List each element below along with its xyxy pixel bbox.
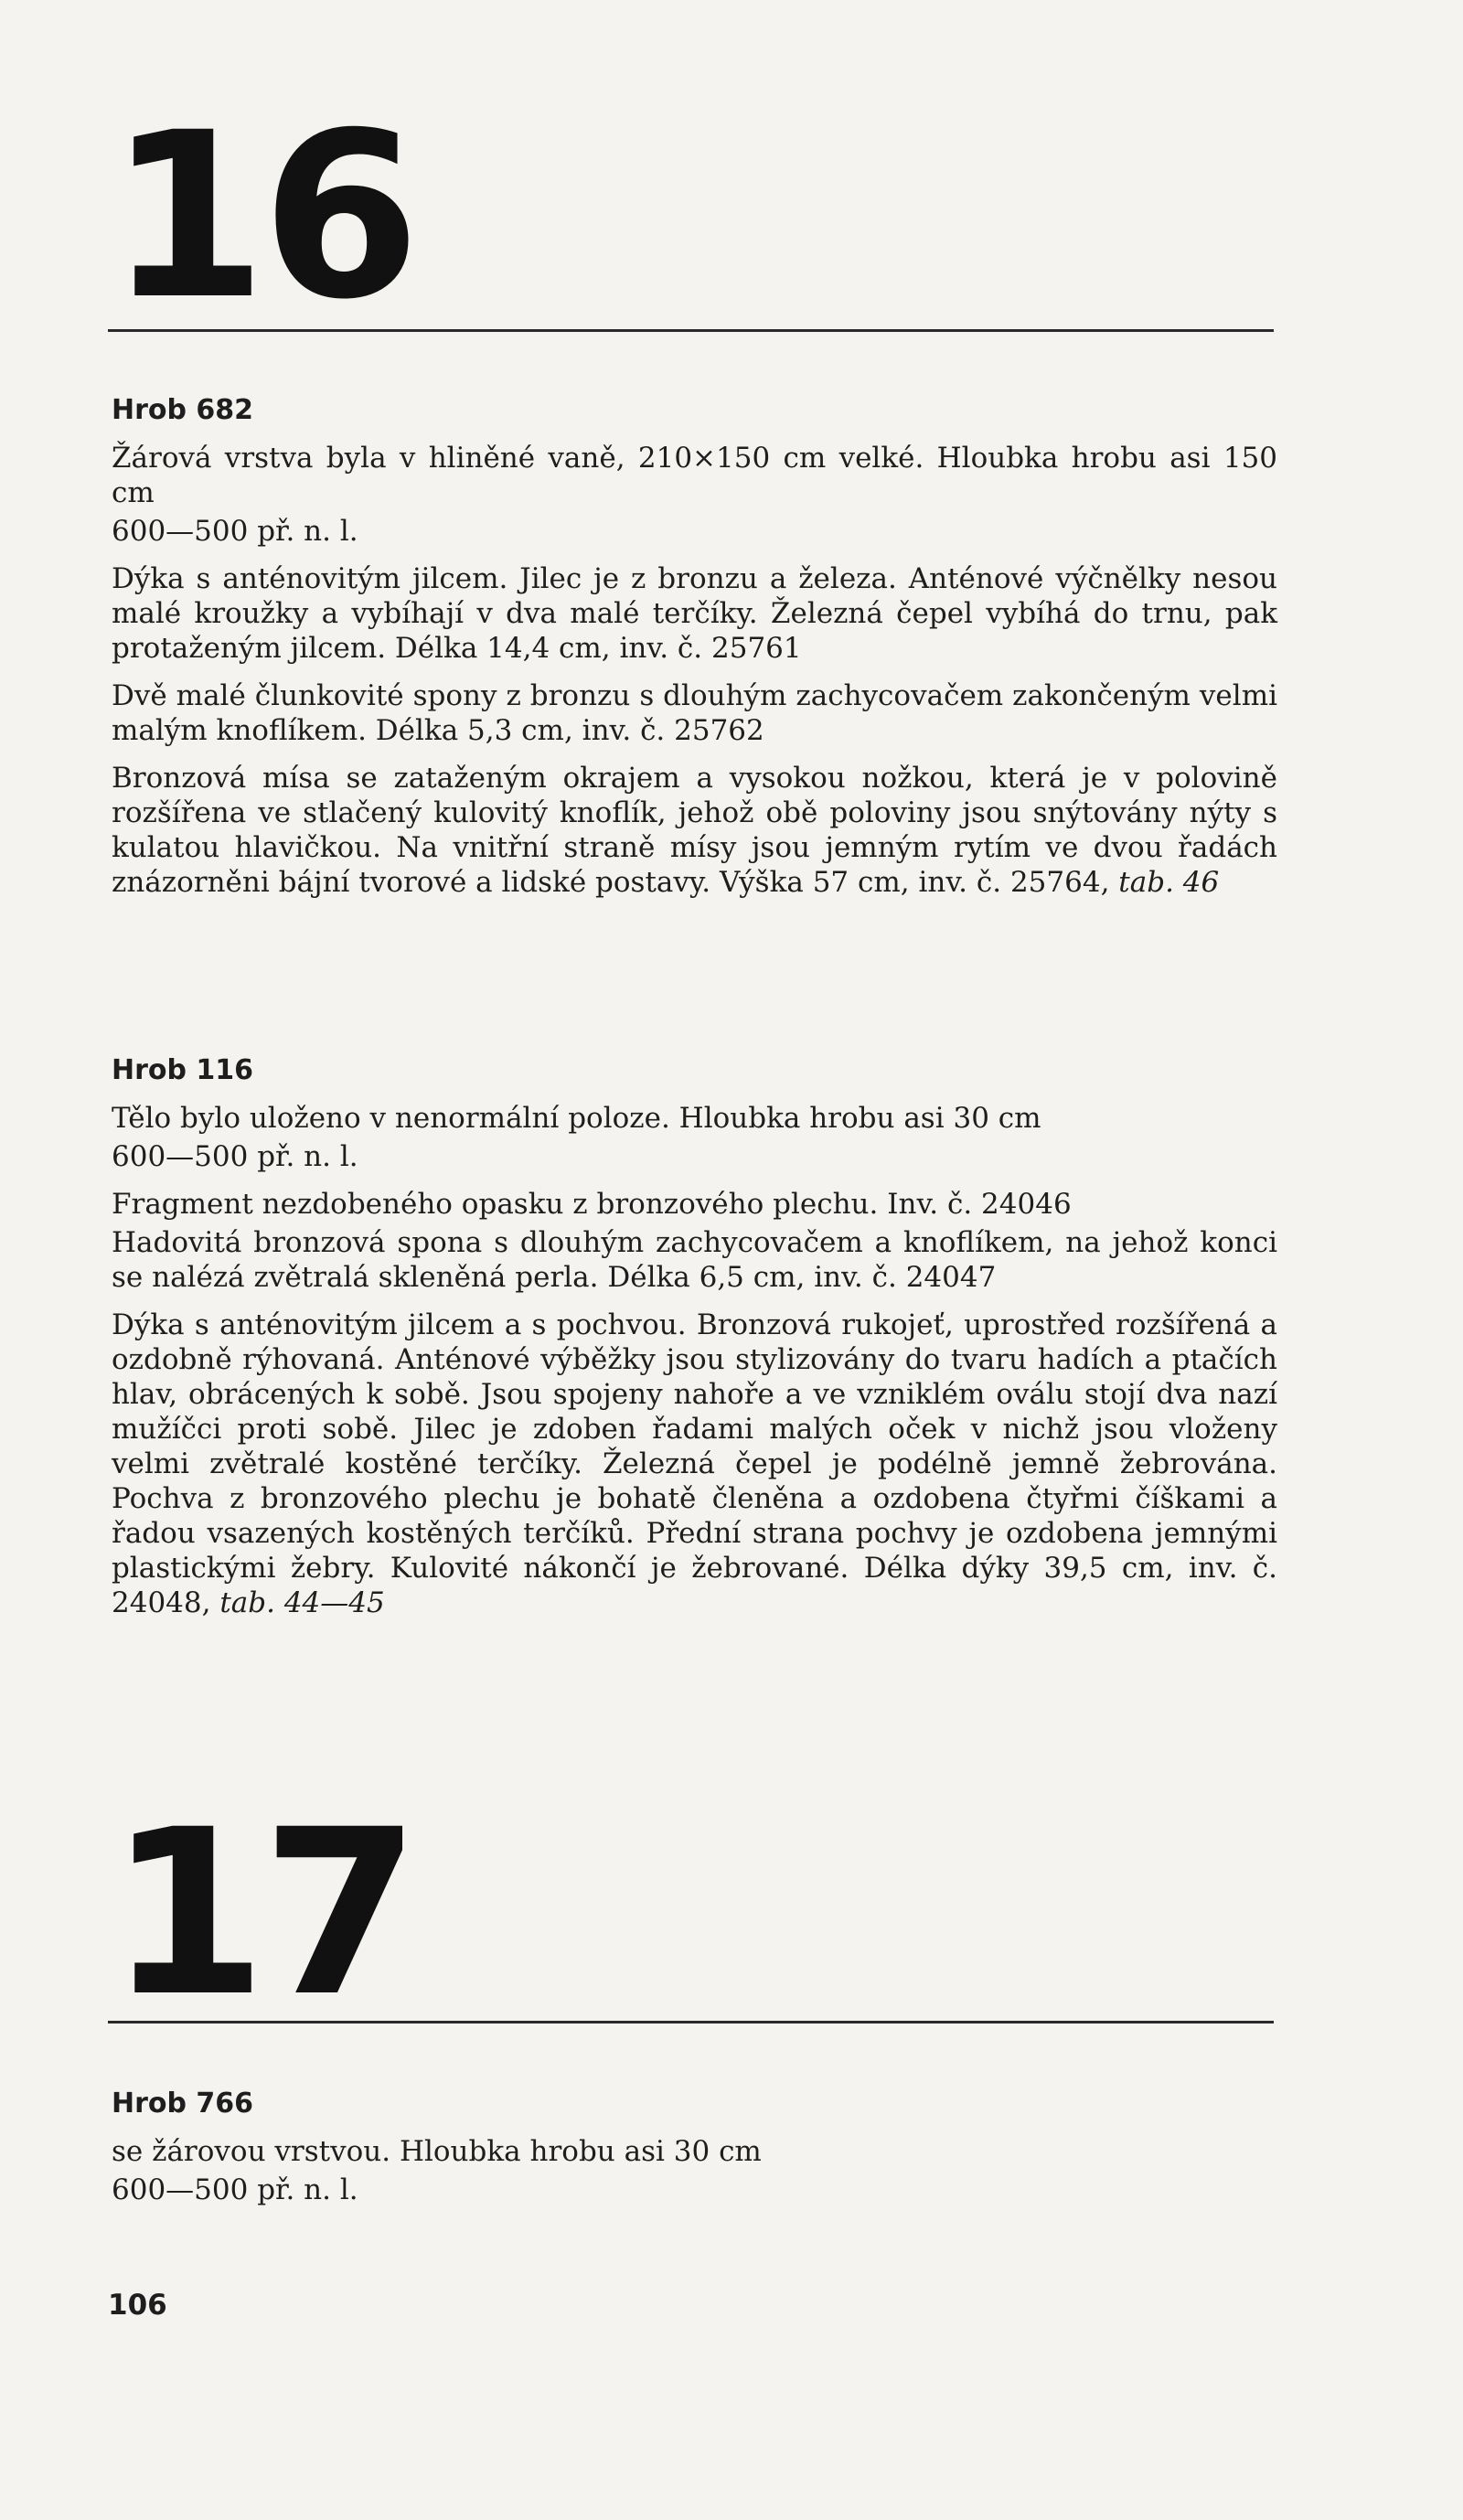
grave-682-heading: Hrob 682 [112,394,254,426]
grave-766-entry [112,2087,1277,2220]
grave-682-item-3 [112,761,1277,900]
grave-116-date: 600—500 př. n. l. [112,1140,358,1173]
grave-682-item-2-text: Dvě malé člunkovité spony z bronzu s dlouhým zachycovačem zakončeným velmi malým knoflíkem. Délka 5,3 cm, inv. č. 25762 [112,679,1277,747]
grave-682-item-3-text: Bronzová mísa se zataženým okrajem a vysokou nožkou, která je v polovině rozšířena ve stlačený kulovitý knoflík, jehož obě poloviny jsou snýtovány nýty s kulatou hlavičkou. Na vnitřní straně mísy jsou jemným rytím ve dvou řadách znázorněni bájní tvorové a lidské postavy. Výška 57 cm, inv. č. 25764, [112,762,1277,899]
grave-116-entry [112,1053,1277,1633]
grave-682-item-2 [112,678,1277,748]
grave-116-intro: Tělo bylo uloženo v nenormální poloze. Hloubka hrobu asi 30 cm [112,1102,1041,1135]
section-number-17: 17 [108,1780,415,2046]
section-16-rule [108,329,1274,332]
grave-766-date: 600—500 př. n. l. [112,2173,358,2206]
grave-682-date: 600—500 př. n. l. [112,515,358,548]
grave-116-heading: Hrob 116 [112,1054,254,1086]
section-number-16: 16 [108,83,415,349]
grave-682-intro: Žárová vrstva byla v hliněné vaně, 210×150 cm velké. Hloubka hrobu asi 150 cm [112,442,1277,509]
grave-116-item-2 [112,1225,1277,1295]
grave-766-intro: se žárovou vrstvou. Hloubka hrobu asi 30 cm [112,2135,762,2168]
grave-116-item-3 [112,1308,1277,1620]
grave-116-item-2-text: Hadovitá bronzová spona s dlouhým zachycovačem a knoflíkem, na jehož konci se nalézá zvětralá skleněná perla. Délka 6,5 cm, inv. č. 24047 [112,1226,1277,1294]
page-number: 106 [108,2289,167,2322]
grave-116-item-1 [112,1187,1277,1222]
section-17-rule [108,2021,1274,2023]
grave-682-item-3-ref: tab. 46 [1118,866,1220,899]
grave-682-entry [112,393,1277,913]
grave-116-item-3-ref: tab. 44—45 [219,1586,385,1619]
grave-116-item-1-text: Fragment nezdobeného opasku z bronzového plechu. Inv. č. 24046 [112,1188,1072,1221]
grave-766-heading: Hrob 766 [112,2088,254,2120]
grave-682-item-1 [112,561,1277,666]
grave-682-item-1-text: Dýka s anténovitým jilcem. Jilec je z bronzu a železa. Anténové výčnělky nesou malé kroužky a vybíhají v dva malé terčíky. Železná čepel vybíhá do trnu, pak protaženým jilcem. Délka 14,4 cm, inv. č. 25761 [112,562,1277,665]
grave-116-item-3-text: Dýka s anténovitým jilcem a s pochvou. Bronzová rukojeť, uprostřed rozšířená a ozdobně rýhovaná. Anténové výběžky jsou stylizovány do tvaru hadích a ptačích hlav, obrácených k sobě. Jsou spojeny nahoře a ve vzniklém oválu stojí dva nazí mužíčci proti sobě. Jilec je zdoben řadami malých oček v nichž jsou vloženy velmi zvětralé kostěné terčíky. Železná čepel je podélně jemně žebrována. Pochva z bronzového plechu je bohatě členěna a ozdobena čtyřmi číškami a řadou vsazených kostěných terčíků. Přední strana pochvy je ozdobena jemnými plastickými žebry. Kulovité nákončí je žebrované. Délka dýky 39,5 cm, inv. č. 24048, [112,1308,1277,1619]
